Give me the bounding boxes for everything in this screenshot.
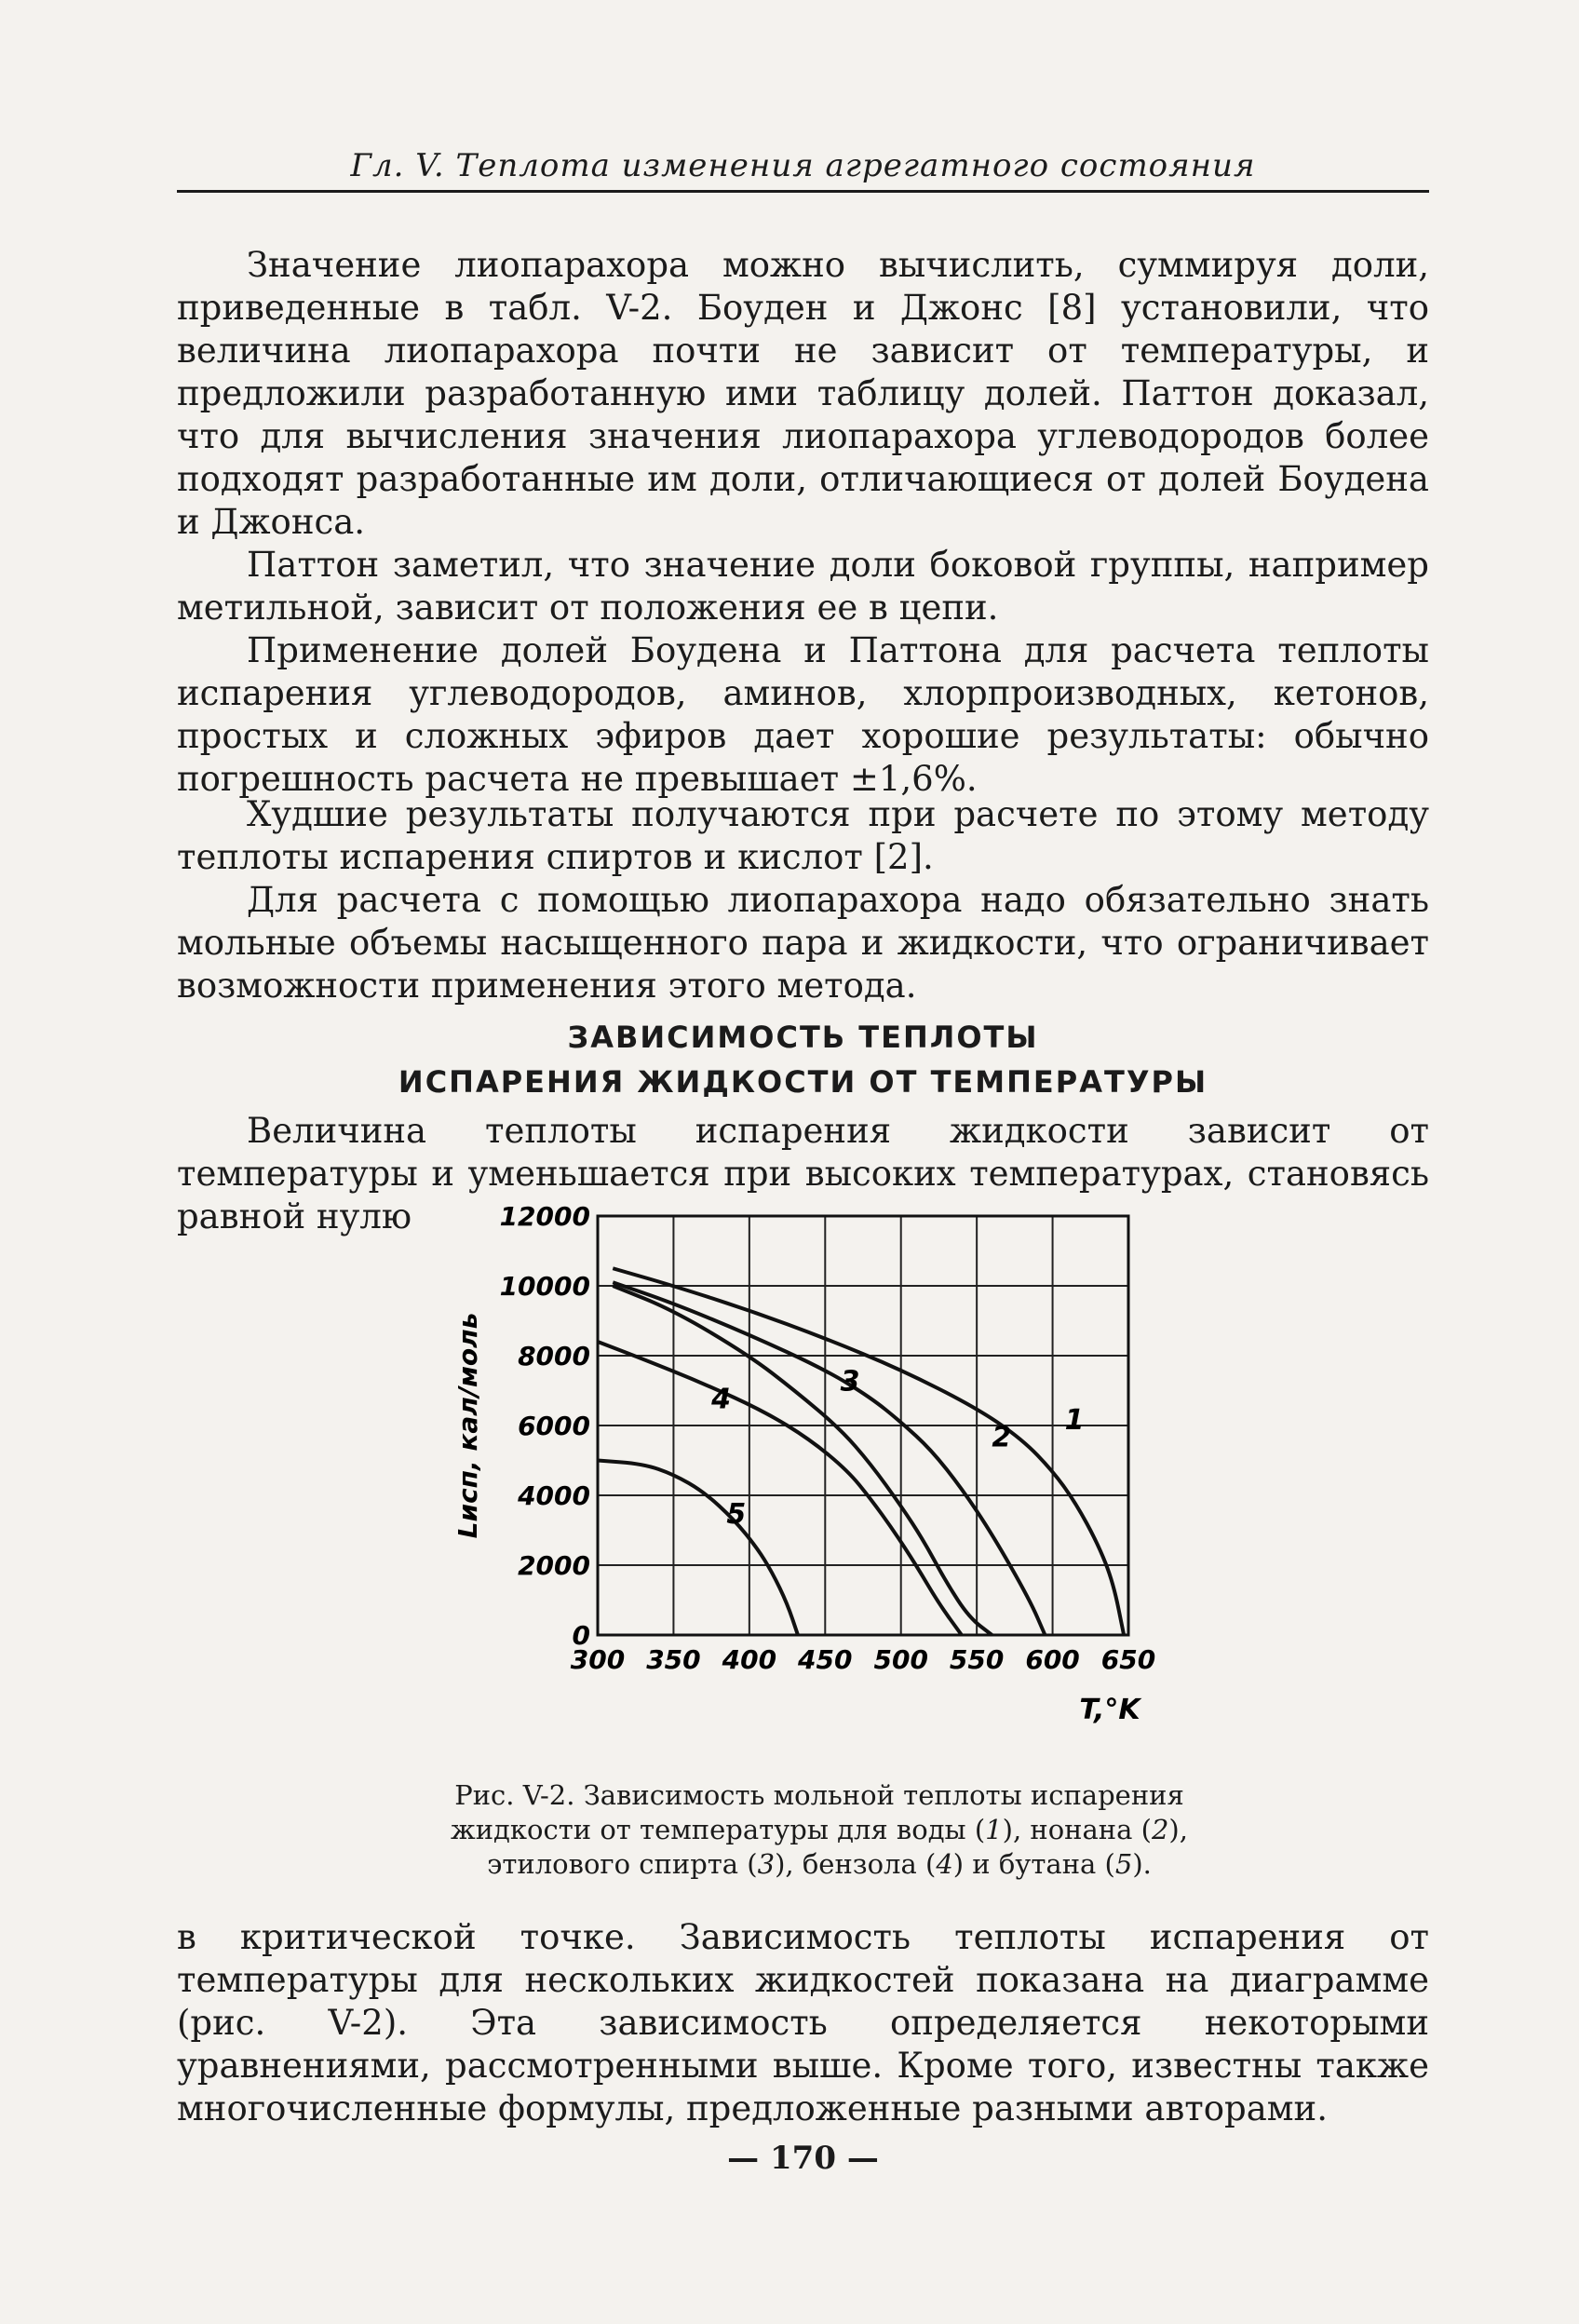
x-tick-label: 600 <box>1025 1644 1080 1675</box>
curve-label-3: 3 <box>840 1365 860 1398</box>
x-tick-label: 300 <box>570 1644 626 1675</box>
curve-label-4: 4 <box>711 1383 732 1416</box>
x-tick-label: 350 <box>646 1644 701 1675</box>
chart-curves <box>598 1268 1124 1635</box>
paragraph-1: Значение лиопарахора можно вычислить, суммируя доли, приведенные в табл. V-2. Боуден и Джонс [8] установили, что величина лиопарахора почти не зависит от температуры, и предложили разработанную ими таблицу долей. Паттон доказал, что для вычисления значения лиопарахора углеводородов более подходят разработанные им доли, отличающиеся от долей Боудена и Джонса. <box>177 245 1429 542</box>
x-tick-label: 650 <box>1100 1644 1156 1675</box>
caption-t3: ), бензола ( <box>775 1848 937 1880</box>
paragraph-3: Применение долей Боудена и Паттона для расчета теплоты испарения углеводородов, аминов, хлорпроизводных, кетонов, простых и сложных эфиров дает хорошие результаты: обычно погрешность расчета не превышает ±1,6%. <box>177 630 1429 799</box>
y-tick-label: 0 <box>572 1620 590 1651</box>
caption-n5: 5 <box>1114 1848 1133 1880</box>
y-tick-label: 10000 <box>499 1271 590 1302</box>
after-figure-paragraph: в критической точке. Зависимость теплоты испарения от температуры для нескольких жидкостей показана на диаграмме (рис. V-2). Эта зависимость определяется некоторыми уравнениями, рассмотренными выше. Кроме того, известны также многочисленные формулы, предложенные разными авторами. <box>177 1917 1429 2128</box>
y-axis-label: Lисп, кал/моль <box>452 1312 483 1539</box>
series-5-line <box>598 1461 798 1636</box>
section-title <box>177 1015 1429 1104</box>
page-number: — 170 — <box>727 2140 879 2177</box>
paragraph-4: Худшие результаты получаются при расчете по этому методу теплоты испарения спиртов и кислот [2]. <box>177 794 1429 877</box>
caption-n1: 1 <box>985 1814 1003 1845</box>
x-axis-label: T,°K <box>1079 1694 1140 1726</box>
header-rule <box>177 190 1429 193</box>
caption-t4: ) и бутана ( <box>952 1848 1115 1880</box>
running-header: Гл. V. Теплота изменения агрегатного состояния <box>350 147 1256 184</box>
caption-t2: ), этилового спирта ( <box>487 1814 1188 1880</box>
chart-grid <box>598 1216 1128 1635</box>
series-2-line <box>613 1282 1045 1635</box>
x-tick-label: 550 <box>949 1644 1005 1675</box>
paragraph-5: Для расчета с помощью лиопарахора надо обязательно знать мольные объемы насыщенного пара и жидкости, что ограничивает возможности применения этого метода. <box>177 880 1429 1006</box>
section-title-line-2: ИСПАРЕНИЯ ЖИДКОСТИ ОТ ТЕМПЕРАТУРЫ <box>398 1064 1208 1100</box>
caption-n3: 3 <box>757 1848 776 1880</box>
section-title-line-1: ЗАВИСИМОСТЬ ТЕПЛОТЫ <box>567 1020 1039 1055</box>
curve-label-5: 5 <box>726 1498 747 1531</box>
caption-prefix: Рис. V-2. Зависимость мольной теплоты испарения жидкости от температуры для воды ( <box>451 1779 1184 1845</box>
caption-n2: 2 <box>1151 1814 1169 1845</box>
x-tick-label: 450 <box>798 1644 853 1675</box>
y-tick-label: 12000 <box>499 1201 590 1232</box>
figure-chart <box>438 1201 1238 1778</box>
y-tick-label: 8000 <box>518 1341 590 1371</box>
curve-label-1: 1 <box>1064 1403 1085 1437</box>
y-tick-label: 6000 <box>518 1411 590 1441</box>
y-tick-label: 4000 <box>518 1480 590 1511</box>
y-tick-label: 2000 <box>518 1550 590 1581</box>
series-3-line <box>613 1286 992 1635</box>
section-paragraph: Величина теплоты испарения жидкости зависит от температуры и уменьшается при высоких температурах, становясь равной нулю <box>177 1111 1429 1236</box>
caption-n4: 4 <box>936 1848 953 1880</box>
x-tick-label: 500 <box>873 1644 928 1675</box>
series-1-line <box>613 1268 1124 1635</box>
figure-caption <box>400 1778 1238 1882</box>
paragraph-2: Паттон заметил, что значение доли боковой группы, например метильной, зависит от положения ее в цепи. <box>177 545 1429 628</box>
x-tick-label: 400 <box>722 1644 777 1675</box>
caption-t1: ), нонана ( <box>1002 1814 1152 1845</box>
caption-t5: ). <box>1132 1848 1152 1880</box>
curve-label-2: 2 <box>992 1421 1012 1454</box>
